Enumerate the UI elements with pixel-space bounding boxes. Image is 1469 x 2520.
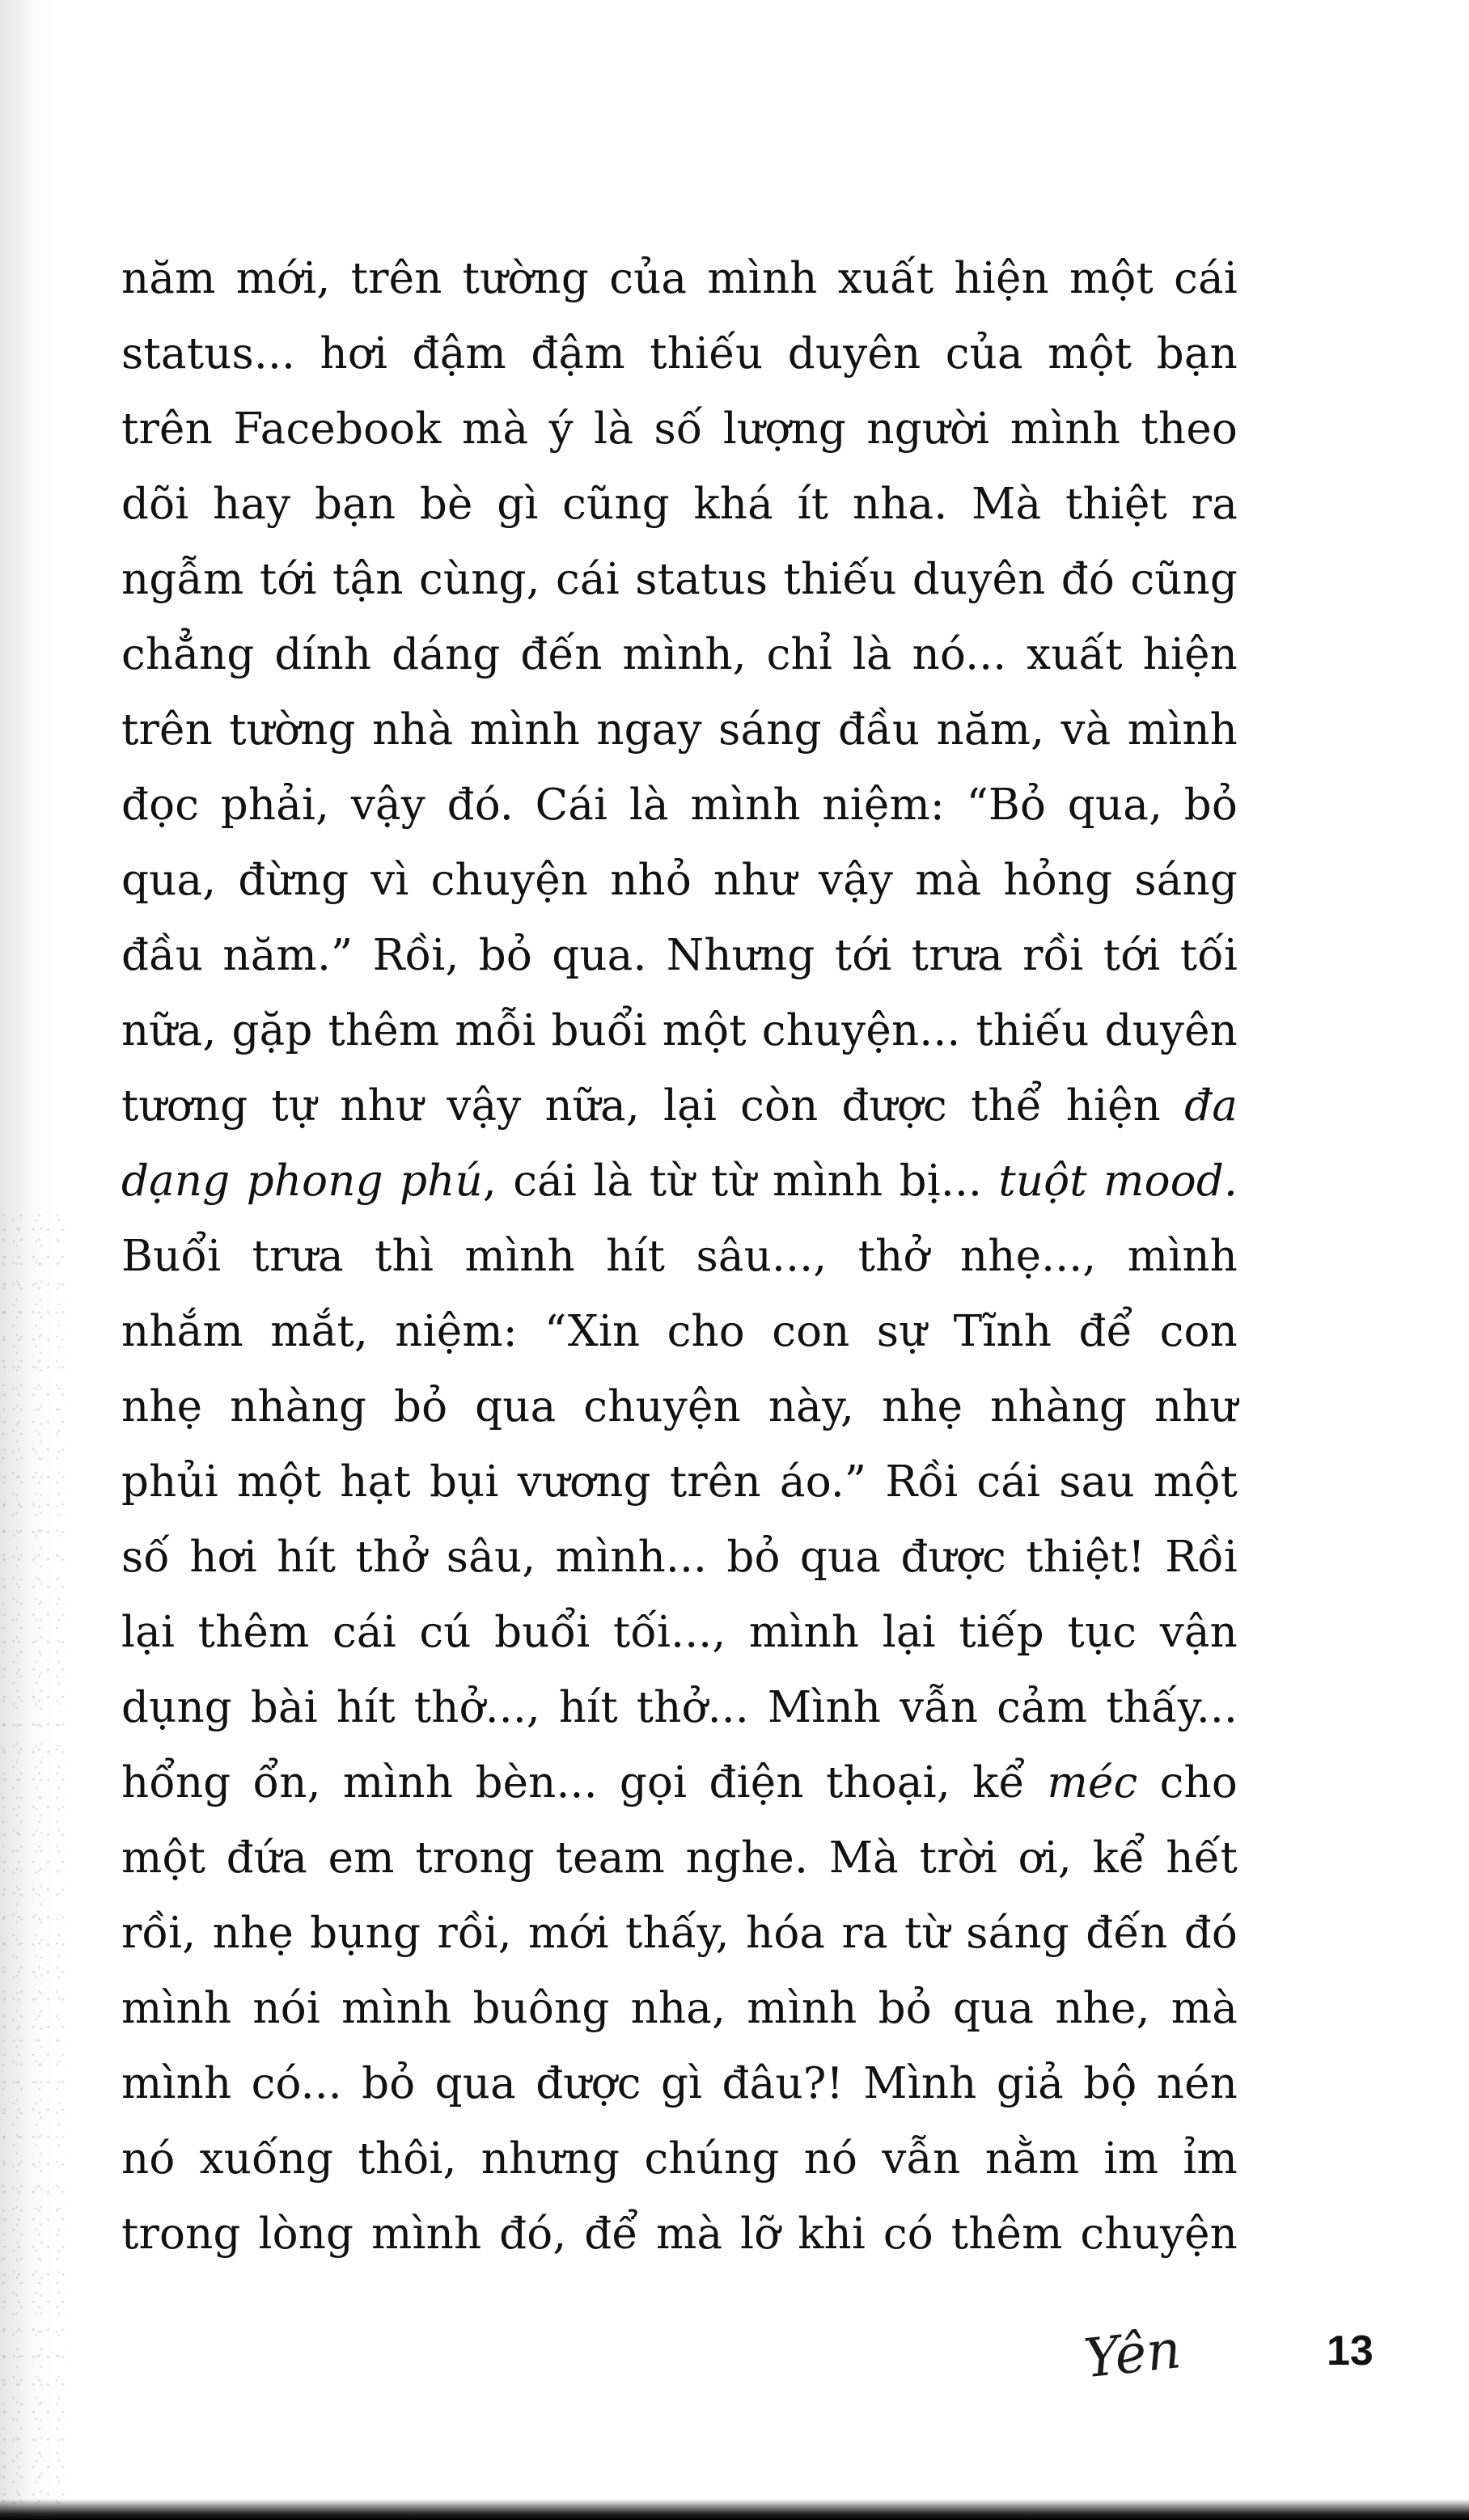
body-text <box>121 241 1238 2272</box>
text-line: Buổi trưa thì mình hít sâu..., thở nhẹ..., mình <box>121 1232 1238 1281</box>
text-run: hổng ổn, mình bèn... gọi điện thoại, kể <box>121 1758 1048 1808</box>
text-line: đầu năm.” Rồi, bỏ qua. Nhưng tới trưa rồi tới tối <box>121 931 1238 980</box>
text-line: nó xuống thôi, nhưng chúng nó vẫn nằm im ỉm <box>121 2134 1238 2184</box>
text-line: phủi một hạt bụi vương trên áo.” Rồi cái sau một <box>121 1457 1238 1507</box>
page-bottom-edge <box>0 2499 1469 2520</box>
text-line: nhắm mắt, niệm: “Xin cho con sự Tĩnh để con <box>121 1307 1238 1356</box>
text-line: trong lòng mình đó, để mà lỡ khi có thêm chuyện <box>121 2209 1238 2259</box>
italic-run: đa <box>1184 1081 1238 1131</box>
text-line: trên Facebook mà ý là số lượng người mình theo <box>121 404 1238 454</box>
text-line: status... hơi đậm đậm thiếu duyên của một bạn <box>121 329 1238 378</box>
binding-texture <box>0 1213 65 2507</box>
text-line: mình có... bỏ qua được gì đâu?! Mình giả bộ nén <box>121 2059 1238 2108</box>
text-line: nữa, gặp thêm mỗi buổi một chuyện... thiếu duyên <box>121 1006 1238 1055</box>
text-line: ngẫm tới tận cùng, cái status thiếu duyên đó cũng <box>121 555 1238 604</box>
text-line: qua, đừng vì chuyện nhỏ như vậy mà hỏng sáng <box>121 856 1238 905</box>
text-line: năm mới, trên tường của mình xuất hiện một cái <box>121 254 1238 303</box>
text-line: số hơi hít thở sâu, mình... bỏ qua được thiệt! Rồi <box>121 1533 1238 1582</box>
text-line: rồi, nhẹ bụng rồi, mới thấy, hóa ra từ sáng đến đó <box>121 1909 1238 1958</box>
italic-run: méc <box>1047 1758 1138 1808</box>
text-line: đọc phải, vậy đó. Cái là mình niệm: “Bỏ qua, bỏ <box>121 780 1238 830</box>
italic-run: dạng phong phú <box>121 1156 483 1206</box>
text-line: nhẹ nhàng bỏ qua chuyện này, nhẹ nhàng như <box>121 1382 1238 1431</box>
text-run: tương tự như vậy nữa, lại còn được thể hiện <box>121 1081 1185 1131</box>
text-line <box>121 1068 1238 1144</box>
text-line: chẳng dính dáng đến mình, chỉ là nó... xuất hiện <box>121 630 1238 679</box>
text-line <box>121 1745 1238 1820</box>
page-number: 13 <box>1327 2328 1374 2374</box>
text-run: cho <box>1137 1758 1238 1808</box>
footer-signature: Yên <box>1081 2318 1184 2391</box>
text-line: trên tường nhà mình ngay sáng đầu năm, và mình <box>121 705 1238 755</box>
text-line <box>121 1144 1238 1219</box>
text-run: , cái là từ từ mình bị... <box>482 1156 999 1206</box>
italic-run: tuột mood. <box>998 1156 1238 1206</box>
text-line: lại thêm cái cú buổi tối..., mình lại tiếp tục vận <box>121 1608 1238 1657</box>
text-line: dụng bài hít thở..., hít thở... Mình vẫn cảm thấy... <box>121 1683 1238 1732</box>
text-line: mình nói mình buông nha, mình bỏ qua nhe, mà <box>121 1984 1238 2033</box>
text-line: một đứa em trong team nghe. Mà trời ơi, kể hết <box>121 1833 1238 1883</box>
text-line: dõi hay bạn bè gì cũng khá ít nha. Mà thiệt ra <box>121 480 1238 529</box>
